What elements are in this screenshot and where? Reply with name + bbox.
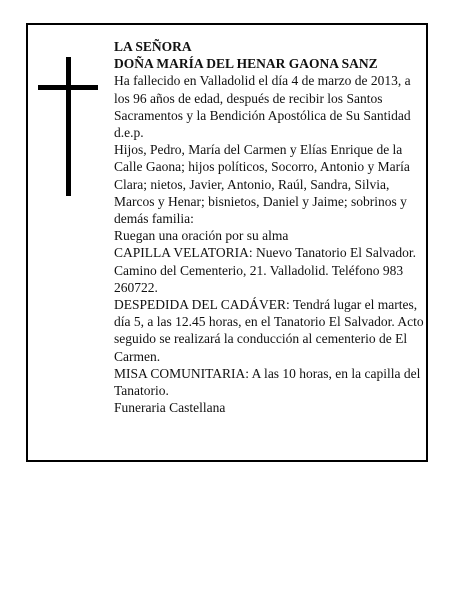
cross-vertical-bar <box>66 57 71 196</box>
obituary-text <box>114 38 426 416</box>
farewell-info: DESPEDIDA DEL CADÁVER: Tendrá lugar el martes, día 5, a las 12.45 horas, en el Tanatorio El Salvador. Acto seguido se realizará la conducción al cementerio de El Carmen. <box>114 297 424 364</box>
cross-horizontal-bar <box>38 85 98 90</box>
deceased-name: DOÑA MARÍA DEL HENAR GAONA SANZ <box>114 56 378 72</box>
death-announcement: Ha fallecido en Valladolid el día 4 de marzo de 2013, a los 96 años de edad, después de recibir los Santos Sacramentos y la Bendición Apostólica de Su Santidad d.e.p. <box>114 73 411 141</box>
chapel-info: CAPILLA VELATORIA: Nuevo Tanatorio El Salvador. Camino del Cementerio, 21. Valladolid. Teléfono 983 260722. <box>114 245 417 295</box>
family-list: Hijos, Pedro, María del Carmen y Elías Enrique de la Calle Gaona; hijos políticos, Socorro, Antonio y María Clara; nietos, Javier, Antonio, Raúl, Sandra, Silvia, Marcos y Henar; bisnietos, Daniel y Jaime; sobrinos y demás familia: <box>114 142 410 227</box>
title-line-1: LA SEÑORA <box>114 39 192 54</box>
funeral-home: Funeraria Castellana <box>114 400 226 416</box>
prayer-request: Ruegan una oración por su alma <box>114 228 289 244</box>
mass-info: MISA COMUNITARIA: A las 10 horas, en la capilla del Tanatorio. <box>114 365 421 399</box>
